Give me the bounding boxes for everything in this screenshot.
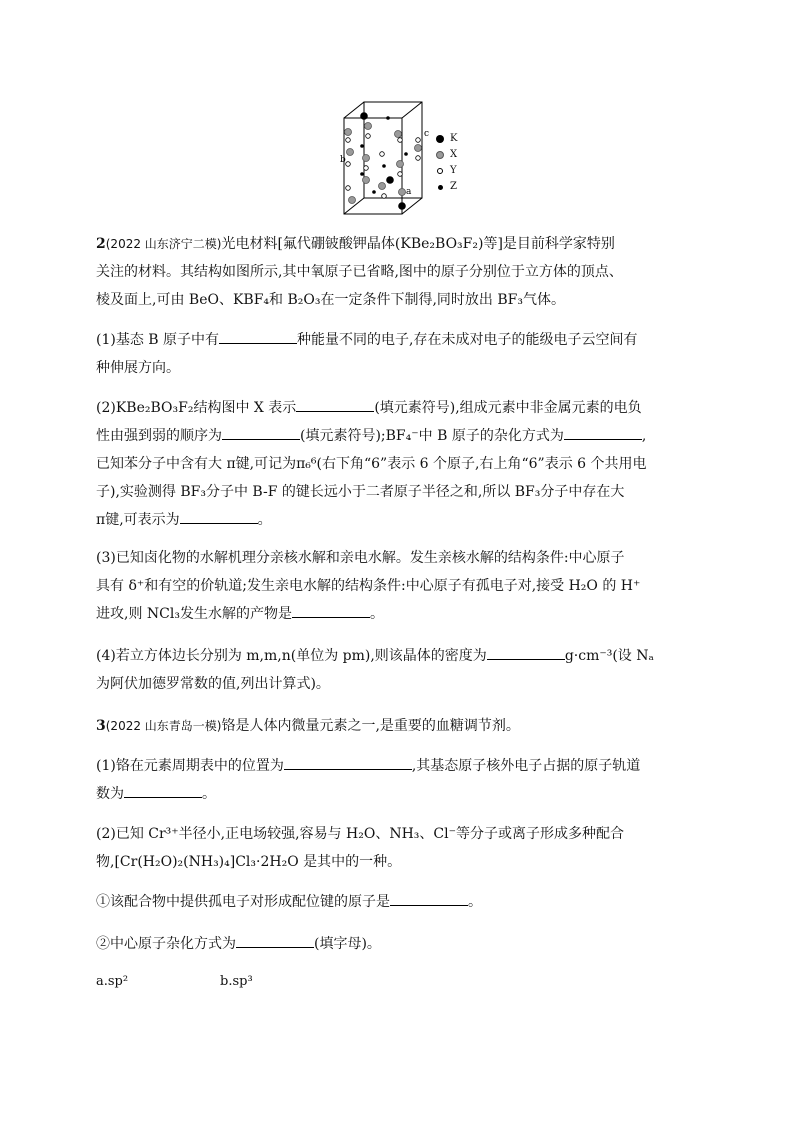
- figure-legend: [436, 131, 457, 195]
- atom-label-a: a: [406, 187, 412, 197]
- q3-source: (2022 山东青岛一模): [105, 719, 222, 733]
- atom-label-b: b: [340, 155, 346, 165]
- answer-blank[interactable]: [222, 423, 300, 440]
- answer-blank[interactable]: [284, 753, 412, 770]
- gray-dot-icon: [436, 151, 444, 159]
- q2-part1: (1)基态 B 原子中有 种能量不同的电子,存在未成对电子的能级电子云空间有 种伸展方向。: [96, 326, 700, 382]
- legend-item-k: K: [436, 131, 457, 147]
- answer-blank[interactable]: [390, 889, 468, 906]
- q3-part2: (2)已知 Cr³⁺半径小,正电场较强,容易与 H₂O、NH₃、Cl⁻等分子或离子形成多种配合 物,[Cr(H₂O)₂(NH₃)₄]Cl₃·2H₂O 是其中的一种。: [96, 826, 624, 870]
- answer-blank[interactable]: [296, 395, 374, 412]
- answer-blank[interactable]: [564, 423, 642, 440]
- q2-number: 2: [96, 236, 106, 252]
- q2-part4: (4)若立方体边长分别为 m,m,n(单位为 pm),则该晶体的密度为 g·cm⁻³(设 Nₐ 为阿伏加德罗常数的值,列出计算式)。: [96, 642, 700, 698]
- q3-options: [96, 974, 253, 989]
- q3-intro: 3(2022 山东青岛一模)铬是人体内微量元素之一,是重要的血糖调节剂。: [96, 718, 520, 734]
- legend-item-y: Y: [436, 163, 457, 179]
- q3-sub2: ②中心原子杂化方式为 (填字母)。: [96, 930, 700, 958]
- hollow-dot-icon: [437, 168, 443, 174]
- legend-item-x: X: [436, 147, 457, 163]
- answer-blank[interactable]: [180, 507, 258, 524]
- large-black-dot-icon: [436, 135, 444, 143]
- option-a[interactable]: a.sp²: [96, 974, 129, 989]
- answer-blank[interactable]: [124, 781, 202, 798]
- answer-blank[interactable]: [292, 601, 370, 618]
- q3-sub1: ①该配合物中提供孤电子对形成配位键的原子是 。: [96, 888, 700, 916]
- answer-blank[interactable]: [219, 327, 297, 344]
- q3-part1: (1)铬在元素周期表中的位置为 ,其基态原子核外电子占据的原子轨道 数为 。: [96, 752, 700, 808]
- q3-number: 3: [96, 718, 106, 734]
- small-black-dot-icon: [438, 185, 443, 190]
- q2-intro: 2(2022 山东济宁二模)光电材料[氟代硼铍酸钾晶体(KBe₂BO₃F₂)等]是目前科学家特别 关注的材料。其结构如图所示,其中氧原子已省略,图中的原子分别位于立方体的顶点、 棱及面上,可由 BeO、KBF₄和 B₂O₃在一定条件下制得,同时放出 BF₃气体。: [96, 236, 623, 308]
- answer-blank[interactable]: [487, 643, 565, 660]
- q2-source: (2022 山东济宁二模): [105, 237, 222, 251]
- legend-item-z: Z: [436, 179, 457, 195]
- q2-part3: (3)已知卤化物的水解机理分亲核水解和亲电水解。发生亲核水解的结构条件:中心原子 具有 δ⁺和有空的价轨道;发生亲电水解的结构条件:中心原子有孤电子对,接受 H₂O 的 H⁺ 进攻,则 NCl₃发生水解的产物是 。: [96, 550, 641, 622]
- option-b[interactable]: b.sp³: [220, 974, 253, 989]
- answer-blank[interactable]: [236, 931, 314, 948]
- q2-part2: (2)KBe₂BO₃F₂结构图中 X 表示 (填元素符号),组成元素中非金属元素的电负 性由强到弱的顺序为 (填元素符号);BF₄⁻中 B 原子的杂化方式为 , 已知苯分子中含有大 π键,可记为π₆⁶(右下角“6”表示 6 个原子,右上角“6”表示 6 个共用电 子),实验测得 BF₃分子中 B-F 的键长远小于二者原子半径之和,所以 BF₃分子中存在大 π键,可表示为 。: [96, 394, 700, 534]
- atom-label-c: c: [424, 129, 430, 139]
